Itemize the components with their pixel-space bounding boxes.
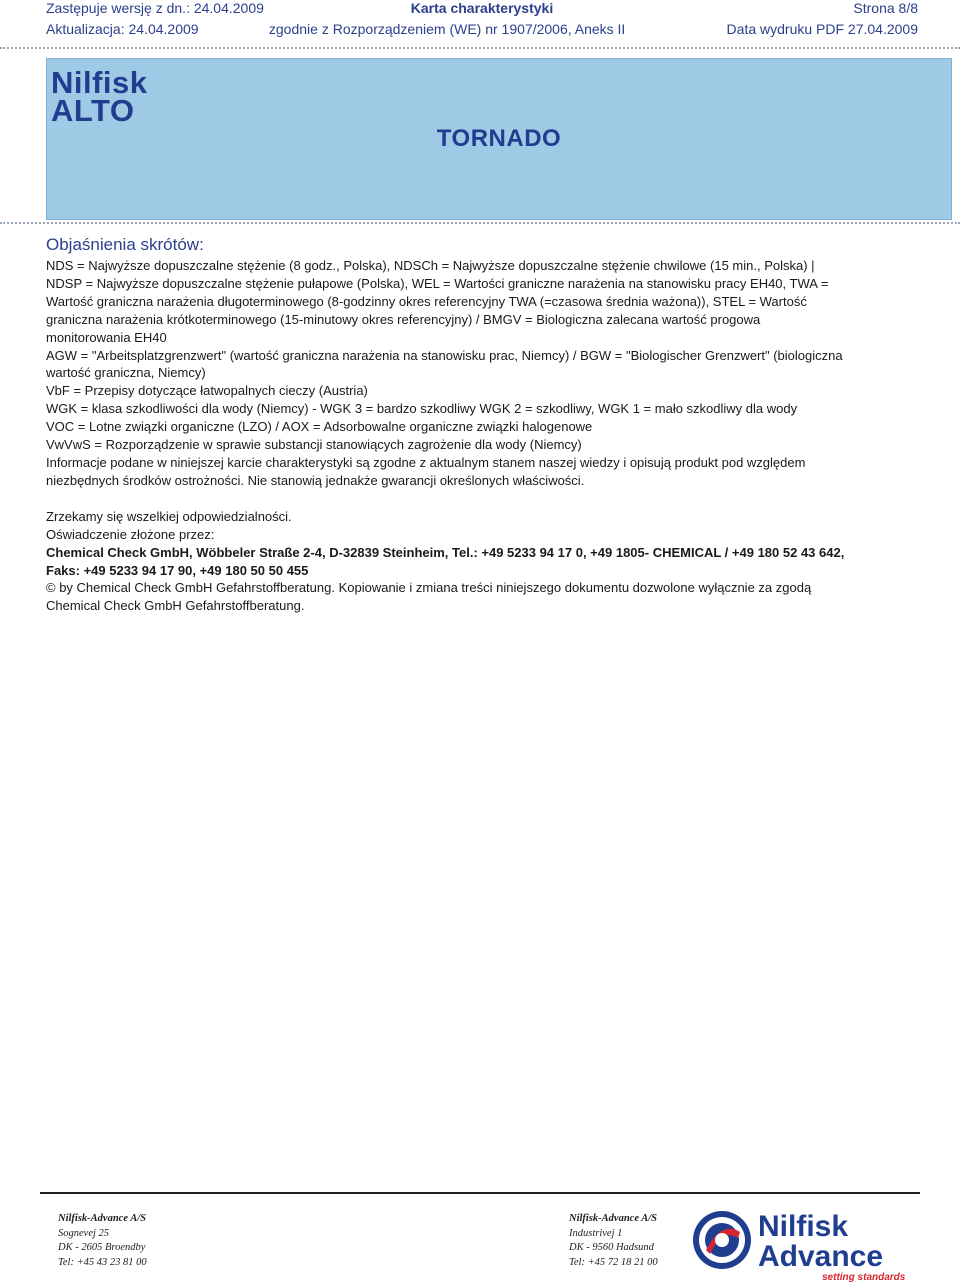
update-date: Aktualizacja: 24.04.2009	[46, 21, 199, 37]
nilfisk-alto-logo	[51, 65, 148, 128]
logo-word-2: Advance	[758, 1240, 884, 1273]
abbrev-paragraph: VwVwS = Rozporządzenie w sprawie substancji stanowiących zagrożenie dla wody (Niemcy)	[46, 437, 582, 453]
copyright-notice: © by Chemical Check GmbH Gefahrstoffberatung. Kopiowanie i zmiana treści niniejszego dokumentu dozwolone wyłącznie za zgodą Chemical Check GmbH Gefahrstoffberatung.	[46, 580, 812, 614]
city: DK - 2605 Broendby	[58, 1242, 146, 1254]
replaces-version: Zastępuje wersję z dn.: 24.04.2009	[46, 0, 264, 16]
logo-tagline: setting standards	[822, 1272, 906, 1282]
street: Sognevej 25	[58, 1227, 110, 1239]
street: Industrivej 1	[569, 1227, 623, 1239]
globe-icon	[693, 1211, 751, 1269]
page-number: Strona 8/8	[853, 0, 918, 16]
abbrev-paragraph: AGW = "Arbeitsplatzgrenzwert" (wartość graniczna narażenia na stanowisku prac, Niemcy) / BGW = "Biologischer Grenzwert" (biologiczna wartość graniczna, Niemcy)	[46, 347, 843, 381]
abbrev-paragraph: NDS = Najwyższe dopuszczalne stężenie (8 godz., Polska), NDSCh = Najwyższe dopuszczalne stężenie chwilowe (15 min., Polska) | NDSP = Najwyższe dopuszczalne stężenie pułapowe (Polska), WEL = Wartości graniczne narażenia na stanowisku pracy EH40, TWA = Wartość graniczna narażenia długoterminowego (8-godzinny okres referencyjny TWA (=czasowa średnia ważona)), STEL = Wartość graniczna narażenia krótkoterminowego (15-minutowy okres referencyjny) / BMGV = Biologiczna zalecana wartość progowa monitorowania EH40	[46, 258, 829, 345]
phone: Tel: +45 72 18 21 00	[569, 1256, 658, 1268]
regulation-note: zgodnie z Rozporządzeniem (WE) nr 1907/2006, Aneks II	[268, 21, 626, 37]
product-name: TORNADO	[436, 125, 562, 152]
city: DK - 9560 Hadsund	[569, 1242, 654, 1254]
footer-divider	[40, 1192, 920, 1194]
document-title: Karta charakterystyki	[410, 0, 554, 16]
disclaimer-text: Zrzekamy się wszelkiej odpowiedzialności.	[46, 508, 292, 524]
logo-line-2: ALTO	[51, 93, 135, 128]
abbrev-paragraph: VbF = Przepisy dotyczące łatwopalnych cieczy (Austria)	[46, 383, 368, 399]
logo-word-1: Nilfisk	[758, 1210, 849, 1243]
section-title: Objaśnienia skrótów:	[46, 235, 204, 254]
abbrev-paragraph: Informacje podane w niniejszej karcie charakterystyki są zgodne z aktualnym stanem naszej wiedzy i opisują produkt pod względem niezbędnych środków ostrożności. Nie stanowią jednakże gwarancji określonych właściwości.	[46, 454, 806, 488]
nilfisk-advance-logo	[692, 1206, 916, 1282]
logo-line-1: Nilfisk	[51, 65, 148, 100]
banner-divider	[0, 222, 960, 224]
header-divider	[0, 47, 960, 49]
print-date: Data wydruku PDF 27.04.2009	[726, 21, 918, 37]
company-name: Nilfisk-Advance A/S	[58, 1213, 146, 1224]
statement-by: Oświadczenie złożone przez:	[46, 526, 215, 542]
company-name: Nilfisk-Advance A/S	[569, 1213, 657, 1224]
abbrev-paragraph: VOC = Lotne związki organiczne (LZO) / AOX = Adsorbowalne organiczne związki halogenowe	[46, 419, 593, 435]
phone: Tel: +45 43 23 81 00	[58, 1256, 147, 1268]
product-banner	[46, 58, 952, 220]
abbrev-paragraph: WGK = klasa szkodliwości dla wody (Niemcy) - WGK 3 = bardzo szkodliwy WGK 2 = szkodliwy, WGK 1 = mało szkodliwy dla wody	[46, 401, 798, 417]
abbreviations-body	[46, 257, 846, 615]
footer-address-left	[58, 1212, 147, 1270]
company-contact: Chemical Check GmbH, Wöbbeler Straße 2-4, D-32839 Steinheim, Tel.: +49 5233 94 17 0, +49 1805- CHEMICAL / +49 180 52 43 642, Faks: +49 5233 94 17 90, +49 180 50 50 455	[46, 544, 845, 578]
footer-address-right	[569, 1212, 658, 1270]
